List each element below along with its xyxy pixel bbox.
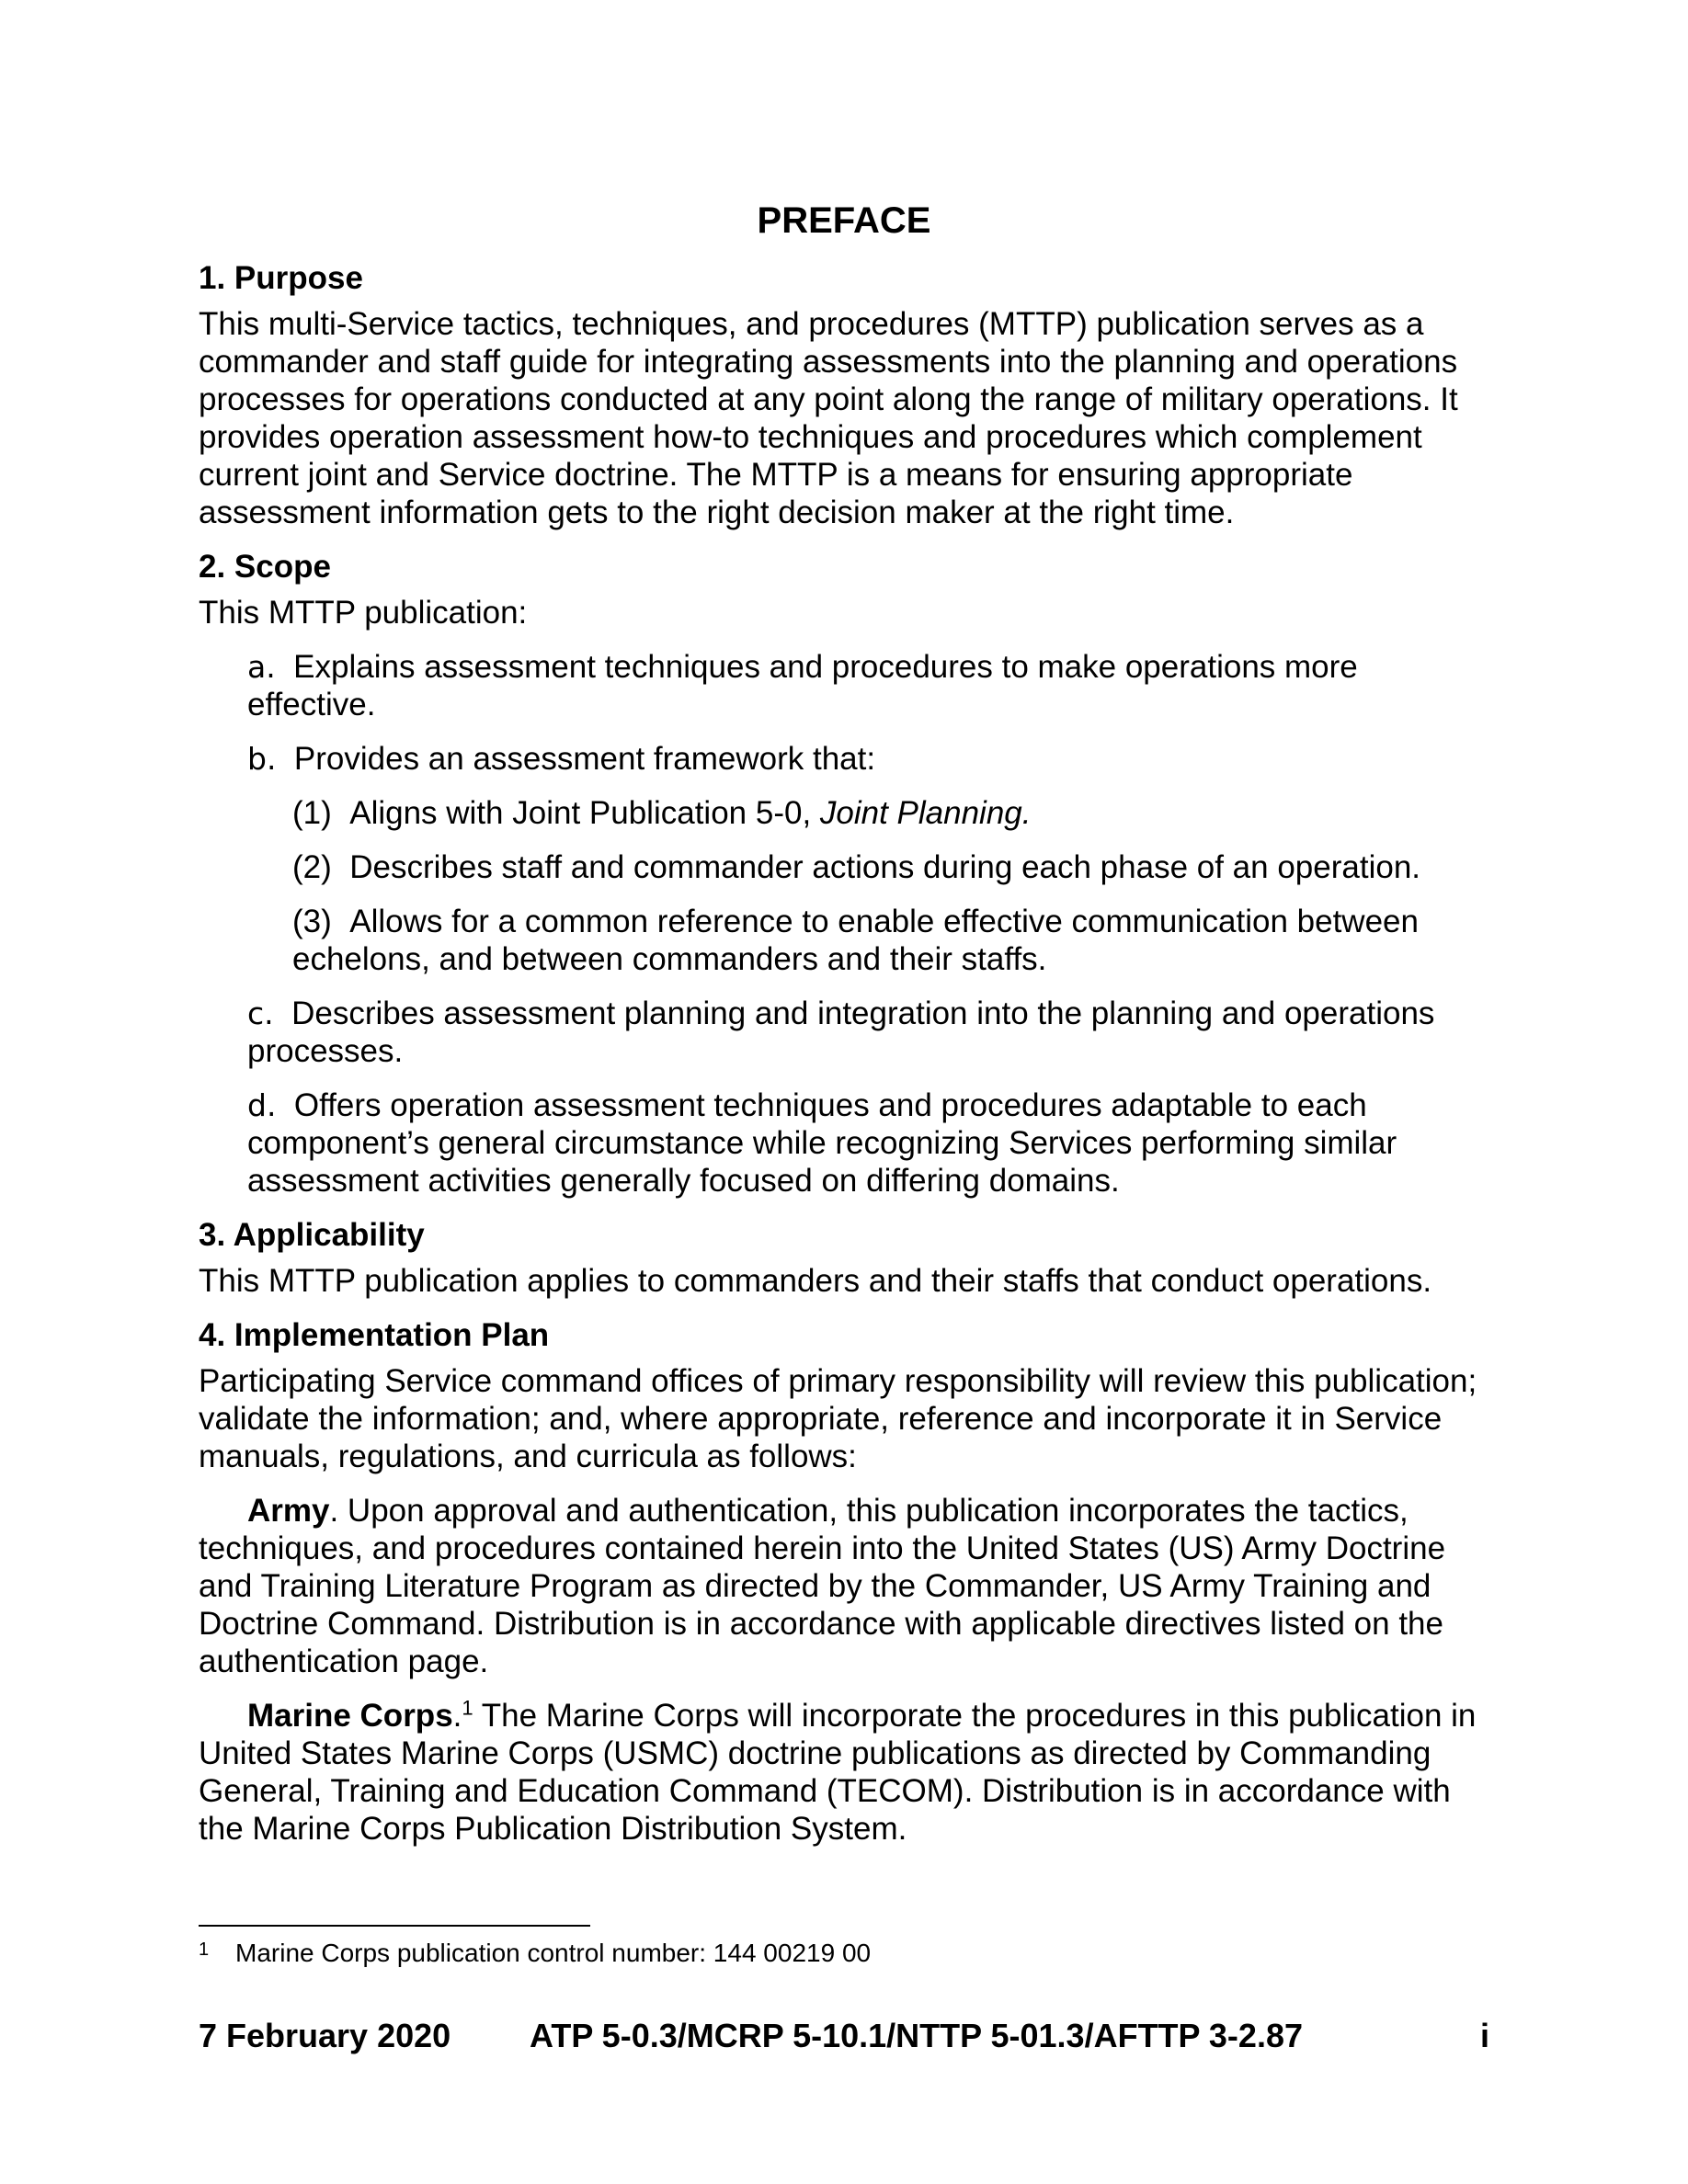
purpose-heading: 1. Purpose (199, 260, 363, 296)
marine-label: Marine Corps (247, 1698, 453, 1734)
applicability-heading: 3. Applicability (199, 1217, 425, 1253)
footnote-text: Marine Corps publication control number: 144 00219 00 (235, 1939, 872, 1967)
army-paragraph (199, 1492, 1489, 1680)
list-item-text: Provides an assessment framework that: (293, 741, 876, 777)
footer-publication-id: ATP 5-0.3/MCRP 5-10.1/NTTP 5-01.3/AFTTP 3-2.87 (530, 2017, 1303, 2054)
applicability-body: This MTTP publication applies to commanders and their staffs that conduct operations. (199, 1263, 1432, 1299)
marine-paragraph (199, 1697, 1489, 1848)
section-scope (199, 548, 1489, 1200)
footnote-number: 1 (199, 1939, 210, 1960)
footnote-reference[interactable]: 1 (462, 1696, 473, 1720)
list-item-text: Describes assessment planning and integration into the planning and operations processes. (247, 995, 1435, 1069)
scope-heading: 2. Scope (199, 549, 331, 585)
scope-item-d (247, 1086, 1489, 1200)
section-applicability (199, 1216, 1489, 1300)
scope-item-b (247, 740, 1489, 778)
footer-page-number: i (1479, 2017, 1489, 2054)
list-marker: a. (247, 649, 276, 685)
list-marker: b. (247, 741, 277, 777)
list-item-text: Aligns with Joint Publication 5-0, (349, 795, 820, 831)
scope-item-b1 (292, 794, 1489, 832)
implementation-heading: 4. Implementation Plan (199, 1317, 550, 1353)
marine-dot: . (452, 1698, 462, 1734)
army-label: Army (247, 1493, 330, 1529)
list-item-text: Describes staff and commander actions during each phase of an operation. (349, 849, 1421, 885)
list-item-text: Offers operation assessment techniques and procedures adaptable to each component’s general circumstance while recognizing Services performing similar assessment activities generally focused on differing domains. (247, 1087, 1397, 1199)
page-title: PREFACE (757, 200, 931, 241)
list-marker: d. (247, 1087, 277, 1123)
publication-title: Joint Planning. (819, 795, 1032, 831)
page-footer (199, 2015, 1489, 2057)
scope-item-c (247, 995, 1489, 1070)
scope-intro: This MTTP publication: (199, 595, 528, 631)
list-marker: (2) (292, 849, 332, 885)
list-marker: (1) (292, 795, 332, 831)
list-marker: c. (247, 995, 274, 1031)
army-text: . Upon approval and authentication, this publication incorporates the tactics, techniques, and procedures contained herein into the United States (US) Army Doctrine and Training Literature Program as directed by the Commander, US Army Training and Doctrine Command. Distribution is in accordance with applicable directives listed on the authentication page. (199, 1493, 1446, 1679)
purpose-body: This multi-Service tactics, techniques, and procedures (MTTP) publication serves as a commander and staff guide for integrating assessments into the planning and operations processes for operations conducted at any point along the range of military operations. It provides operation assessment how-to techniques and procedures which complement current joint and Service doctrine. The MTTP is a means for ensuring appropriate assessment information gets to the right decision maker at the right time. (199, 306, 1458, 530)
list-marker: (3) (292, 904, 332, 939)
section-implementation (199, 1316, 1489, 1848)
footer-date: 7 February 2020 (199, 2017, 451, 2054)
scope-item-a (247, 648, 1489, 723)
footnote-divider (199, 1925, 590, 1927)
footnote (199, 1938, 1489, 1969)
section-purpose (199, 259, 1489, 531)
list-item-text: Explains assessment techniques and procedures to make operations more effective. (247, 649, 1358, 722)
marine-text: The Marine Corps will incorporate the procedures in this publication in United States Marine Corps (USMC) doctrine publications as directed by Commanding General, Training and Education Command (TECOM). Distribution is in accordance with the Marine Corps Publication Distribution System. (199, 1698, 1477, 1847)
scope-item-b2 (292, 848, 1489, 886)
list-item-text: Allows for a common reference to enable effective communication between echelons, and between commanders and their staffs. (292, 904, 1419, 977)
scope-item-b3 (292, 903, 1489, 978)
page-content (199, 259, 1489, 1848)
implementation-body: Participating Service command offices of primary responsibility will review this publication; validate the information; and, where appropriate, reference and incorporate it in Service manuals, regulations, and curricula as follows: (199, 1363, 1477, 1474)
